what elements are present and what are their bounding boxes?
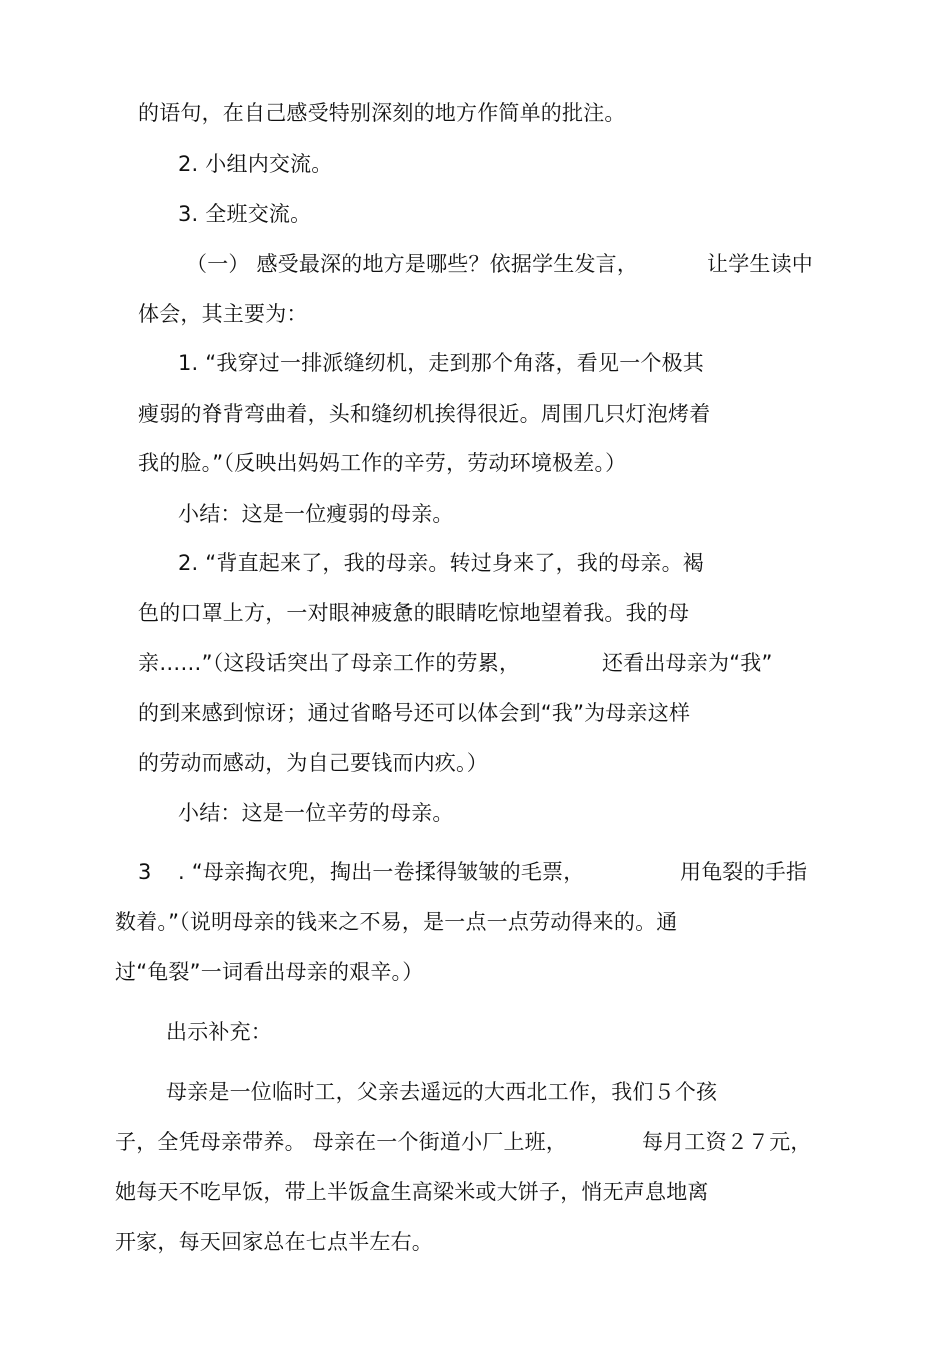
- text-line: 数着。”（说明母亲的钱来之不易，是一点一点劳动得来的。通: [115, 910, 678, 934]
- text-line: 体会，其主要为：: [138, 302, 308, 326]
- text-line: 的劳动而感动，为自己要钱而内疚。）: [138, 751, 488, 775]
- text-line: 用龟裂的手指: [680, 860, 808, 884]
- quote-item-3-number: 3: [138, 860, 152, 884]
- summary-line: 小结：这是一位辛劳的母亲。: [178, 801, 454, 825]
- paragraph-line: 开家，每天回家总在七点半左右。: [115, 1230, 433, 1254]
- paragraph-line: 母亲是一位临时工，父亲去遥远的大西北工作，我们５个孩: [166, 1080, 718, 1104]
- text-line: 还看出母亲为“我”: [602, 651, 773, 675]
- text-line: 的语句，在自己感受特别深刻的地方作简单的批注。: [138, 101, 626, 125]
- supplement-heading: 出示补充：: [166, 1020, 272, 1044]
- summary-line: 小结：这是一位瘦弱的母亲。: [178, 502, 454, 526]
- text-line: 色的口罩上方，一对眼神疲惫的眼睛吃惊地望着我。我的母: [138, 601, 690, 625]
- quote-item-1: 1. “我穿过一排派缝纫机，走到那个角落，看见一个极其: [178, 351, 704, 375]
- text-line: 的到来感到惊讶；通过省略号还可以体会到“我”为母亲这样: [138, 701, 691, 725]
- text-line: 亲……”（这段话突出了母亲工作的劳累，: [138, 651, 521, 675]
- text-line: 我的脸。”（反映出妈妈工作的辛劳，劳动环境极差。）: [138, 451, 627, 475]
- paragraph-line: 子，全凭母亲带养。 母亲在一个街道小厂上班，: [115, 1130, 568, 1154]
- text-line: 瘦弱的脊背弯曲着，头和缝纫机挨得很近。周围几只灯泡烤着: [138, 402, 711, 426]
- paragraph-line: 她每天不吃早饭，带上半饭盒生高梁米或大饼子，悄无声息地离: [115, 1180, 709, 1204]
- text-line: 让学生读中: [707, 252, 813, 276]
- paragraph-line: 每月工资２７元，: [642, 1130, 812, 1154]
- section-heading: （一） 感受最深的地方是哪些？依据学生发言，: [186, 252, 639, 276]
- list-item-2: 2. 小组内交流。: [178, 152, 333, 176]
- quote-item-3: . “母亲掏衣兜，掏出一卷揉得皱皱的毛票，: [178, 860, 585, 884]
- quote-item-2: 2. “背直起来了，我的母亲。转过身来了，我的母亲。褐: [178, 551, 704, 575]
- text-line: 过“龟裂”一词看出母亲的艰辛。）: [115, 960, 424, 984]
- list-item-3: 3. 全班交流。: [178, 202, 312, 226]
